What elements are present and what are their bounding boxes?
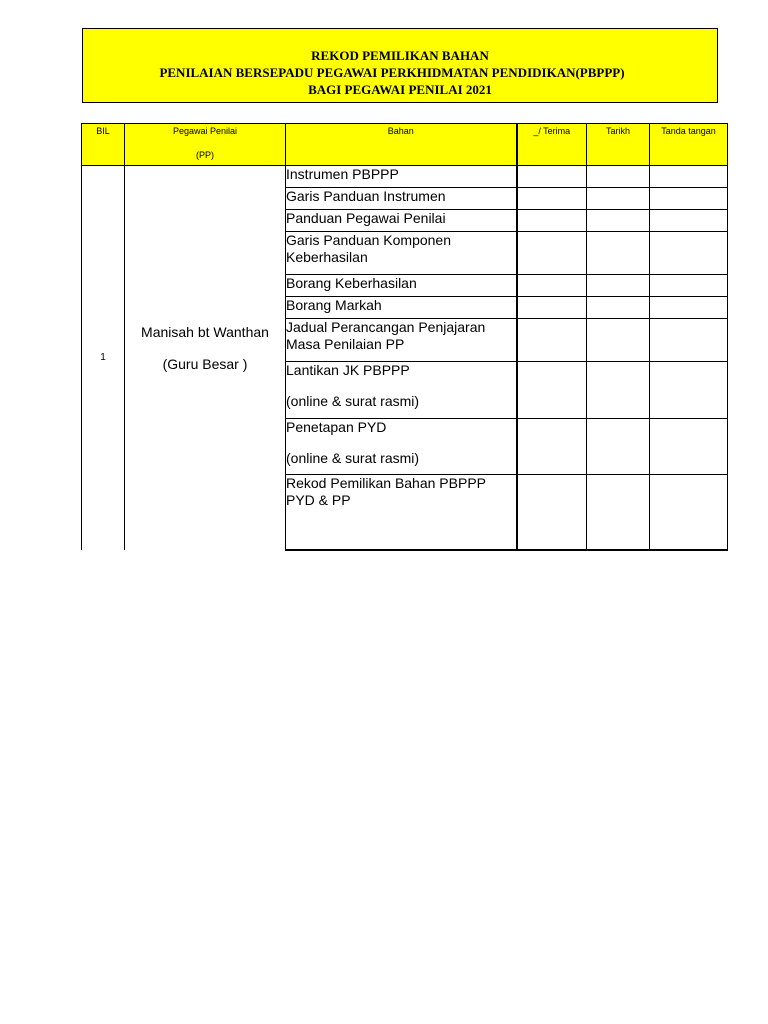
pegawai-name: Manisah bt Wanthan — [141, 323, 269, 340]
rekod-table — [81, 123, 728, 551]
tarikh-cell[interactable] — [587, 362, 650, 419]
terima-cell[interactable] — [517, 275, 587, 297]
bahan-item: Jadual Perancangan Penjajaran Masa Penilaian PP — [286, 319, 517, 362]
table-row — [82, 166, 728, 188]
bahan-item: Borang Markah — [286, 297, 517, 319]
bahan-item: Rekod Pemilikan Bahan PBPPP PYD & PP — [286, 475, 517, 550]
tanda-tangan-cell[interactable] — [650, 319, 728, 362]
tarikh-cell[interactable] — [587, 419, 650, 475]
tanda-tangan-cell[interactable] — [650, 419, 728, 475]
header-bil: BIL — [82, 124, 125, 166]
bahan-item: Panduan Pegawai Penilai — [286, 210, 517, 232]
title-line-2: PENILAIAN BERSEPADU PEGAWAI PERKHIDMATAN PENDIDIKAN(PBPPP) — [159, 65, 625, 80]
header-tanda-tangan: Tanda tangan — [650, 124, 728, 166]
header-tarikh: Tarikh — [587, 124, 650, 166]
tarikh-cell[interactable] — [587, 232, 650, 275]
title-banner — [82, 28, 718, 103]
tarikh-cell[interactable] — [587, 210, 650, 232]
table-header-row — [82, 124, 728, 166]
bahan-item: Borang Keberhasilan — [286, 275, 517, 297]
pegawai-role: (Guru Besar ) — [162, 355, 248, 372]
title-line-3: BAGI PEGAWAI PENILAI 2021 — [308, 82, 492, 97]
bahan-item: Lantikan JK PBPPP (online & surat rasmi) — [286, 362, 517, 419]
header-pegawai-penilai: Pegawai Penilai (PP) — [125, 124, 286, 166]
tarikh-cell[interactable] — [587, 297, 650, 319]
pegawai-penilai-cell — [125, 166, 286, 550]
header-bahan: Bahan — [286, 124, 517, 166]
tarikh-cell[interactable] — [587, 475, 650, 550]
tanda-tangan-cell[interactable] — [650, 166, 728, 188]
terima-cell[interactable] — [517, 188, 587, 210]
tarikh-cell[interactable] — [587, 319, 650, 362]
bahan-item: Garis Panduan Instrumen — [286, 188, 517, 210]
tarikh-cell[interactable] — [587, 275, 650, 297]
terima-cell[interactable] — [517, 210, 587, 232]
bil-cell: 1 — [82, 166, 125, 550]
terima-cell[interactable] — [517, 475, 587, 550]
bahan-item: Garis Panduan Komponen Keberhasilan — [286, 232, 517, 275]
tanda-tangan-cell[interactable] — [650, 275, 728, 297]
tanda-tangan-cell[interactable] — [650, 232, 728, 275]
tanda-tangan-cell[interactable] — [650, 362, 728, 419]
tarikh-cell[interactable] — [587, 166, 650, 188]
terima-cell[interactable] — [517, 419, 587, 475]
tarikh-cell[interactable] — [587, 188, 650, 210]
terima-cell[interactable] — [517, 362, 587, 419]
bahan-item: Penetapan PYD (online & surat rasmi) — [286, 419, 517, 475]
title-line-1: REKOD PEMILIKAN BAHAN — [311, 48, 489, 63]
tanda-tangan-cell[interactable] — [650, 210, 728, 232]
tanda-tangan-cell[interactable] — [650, 297, 728, 319]
header-terima: _/ Terima — [517, 124, 587, 166]
tanda-tangan-cell[interactable] — [650, 188, 728, 210]
terima-cell[interactable] — [517, 232, 587, 275]
tanda-tangan-cell[interactable] — [650, 475, 728, 550]
bahan-item: Instrumen PBPPP — [286, 166, 517, 188]
terima-cell[interactable] — [517, 166, 587, 188]
terima-cell[interactable] — [517, 297, 587, 319]
terima-cell[interactable] — [517, 319, 587, 362]
